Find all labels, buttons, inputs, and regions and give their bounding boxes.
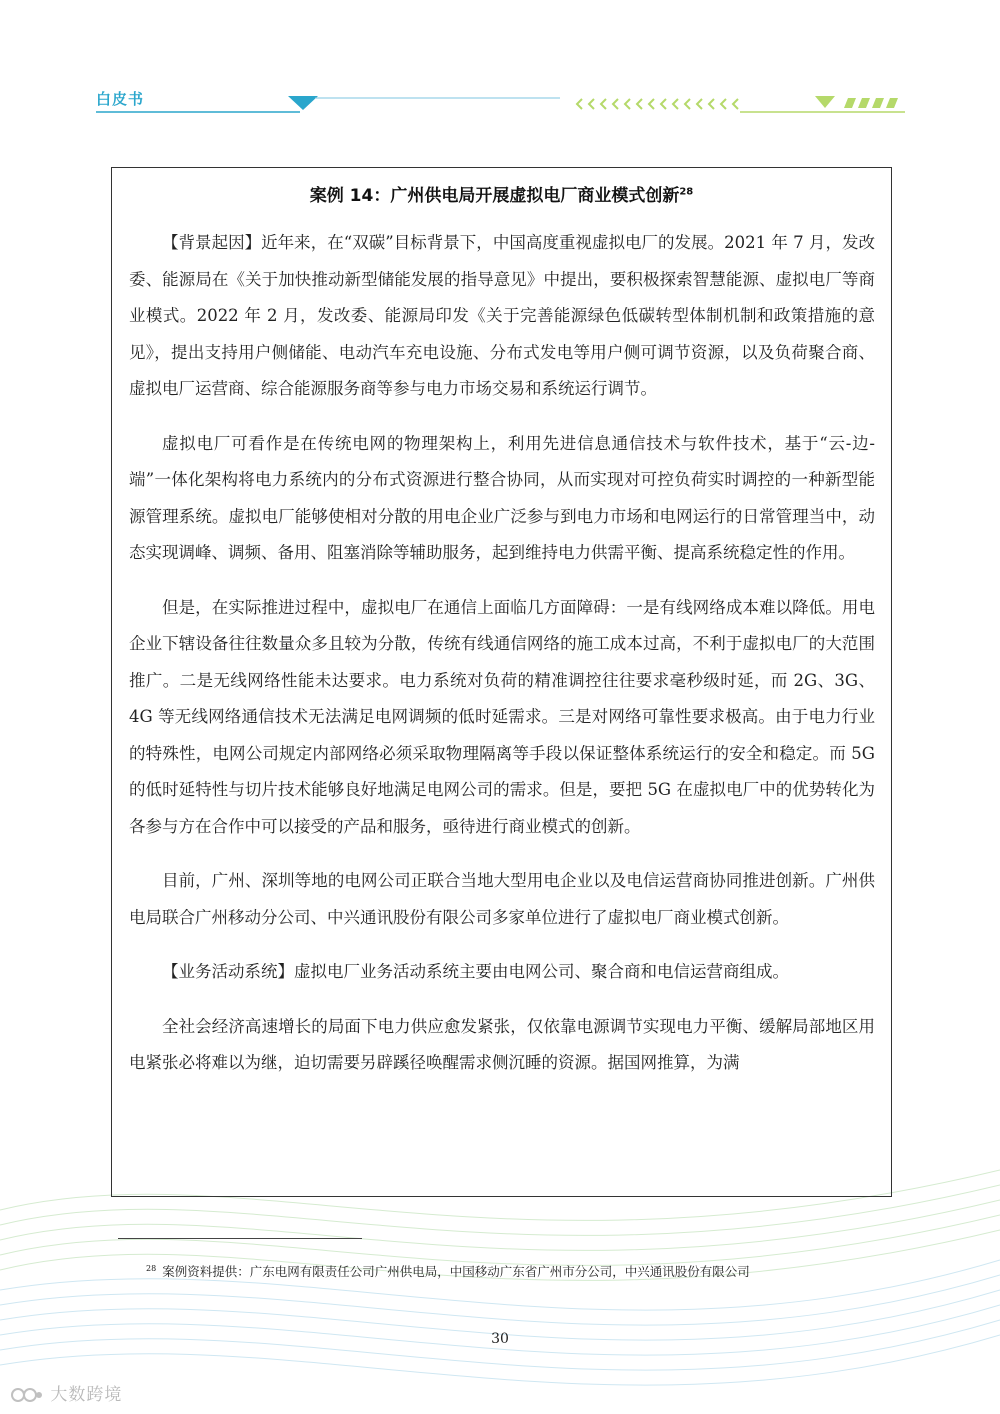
paragraph-background: 【背景起因】近年来，在“双碳”目标背景下，中国高度重视虚拟电厂的发展。2021 年 7 月，发改委、能源局在《关于加快推动新型储能发展的指导意见》中提出，要积极探索智慧能源、虚拟电厂等商业模式。2022 年 2 月，发改委、能源局印发《关于完善能源绿色低碳转型体制机制和政策措施的意见》，提出支持用户侧储能、电动汽车充电设施、分布式发电等用户侧可调节资源，以及负荷聚合商、虚拟电厂运营商、综合能源服务商等参与电力市场交易和系统运行调节。 (129, 233, 875, 398)
case-title (112, 181, 891, 206)
footnote (146, 1262, 750, 1280)
header-label: 白皮书 (96, 90, 145, 108)
footnote-number: 28 (146, 1263, 157, 1273)
case-box (111, 167, 892, 1197)
header-decoration (0, 90, 1000, 120)
paragraph-virtual-power-plant: 虚拟电厂可看作是在传统电网的物理架构上，利用先进信息通信技术与软件技术，基于“云-边-端”一体化架构将电力系统内的分布式资源进行整合协同，从而实现对可控负荷实时调控的一种新型能源管理系统。虚拟电厂能够使相对分散的用电企业广泛参与到电力市场和电网运行的日常管理当中，动态实现调峰、调频、备用、阻塞消除等辅助服务，起到维持电力供需平衡、提高系统稳定性的作用。 (129, 433, 875, 562)
page-number: 30 (491, 1331, 509, 1347)
watermark-logo-icon (10, 1385, 44, 1405)
paragraph-business-system: 【业务活动系统】虚拟电厂业务活动系统主要由电网公司、聚合商和电信运营商组成。 (162, 962, 789, 981)
header-triangle-blue (288, 96, 318, 110)
watermark-text: 大数跨境 (50, 1385, 123, 1405)
paragraph-obstacles: 但是，在实际推进过程中，虚拟电厂在通信上面临几方面障碍：一是有线网络成本难以降低。用电企业下辖设备往往数量众多且较为分散，传统有线通信网络的施工成本过高，不利于虚拟电厂的大范围推广。二是无线网络性能未达要求。电力系统对负荷的精准调控往往要求毫秒级时延，而 2G、3G、4G 等无线网络通信技术无法满足电网调频的低时延需求。三是对网络可靠性要求极高。由于电力行业的特殊性，电网公司规定内部网络必须采取物理隔离等手段以保证整体系统运行的安全和稳定。而 5G 的低时延特性与切片技术能够良好地满足电网公司的需求。但是，要把 5G 在虚拟电厂中的优势转化为各参与方在合作中可以接受的产品和服务，亟待进行商业模式的创新。 (129, 597, 875, 836)
case-title-footnote-ref: 28 (679, 186, 694, 198)
header-slashes (844, 98, 898, 108)
case-body (129, 225, 875, 1100)
paragraph-power-supply: 全社会经济高速增长的局面下电力供应愈发紧张，仅依靠电源调节实现电力平衡、缓解局部地区用电紧张必将难以为继，迫切需要另辟蹊径唤醒需求侧沉睡的资源。据国网推算，为满 (129, 1016, 875, 1072)
footnote-text: 案例资料提供：广东电网有限责任公司广州供电局，中国移动广东省广州市分公司，中兴通讯股份有限公司 (162, 1264, 750, 1279)
watermark (10, 1380, 122, 1405)
case-title-text: 案例 14：广州供电局开展虚拟电厂商业模式创新 (309, 186, 680, 206)
header-chevrons (577, 99, 738, 109)
paragraph-current-status: 目前，广州、深圳等地的电网公司正联合当地大型用电企业以及电信运营商协同推进创新。广州供电局联合广州移动分公司、中兴通讯股份有限公司多家单位进行了虚拟电厂商业模式创新。 (129, 871, 875, 927)
footnote-divider (118, 1238, 362, 1239)
header-triangle-green (815, 96, 835, 108)
